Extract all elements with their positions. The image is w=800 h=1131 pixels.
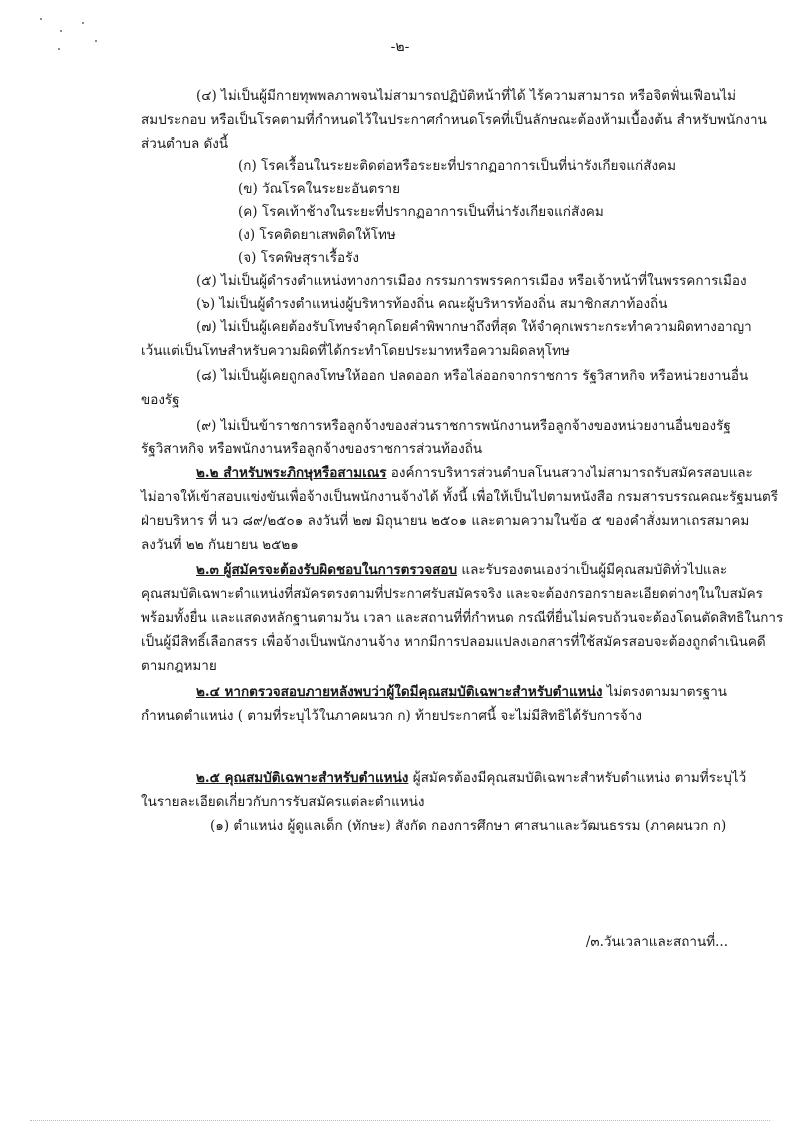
section-2-2-line-2: ไม่อาจให้เข้าสอบแข่งขันเพื่อจ้างเป็นพนักงานจ้างได้ ทั้งนี้ เพื่อให้เป็นไปตามหนังสือ กรมสารบรรณคณะรัฐมนตรี — [141, 489, 778, 505]
section-2-2-line-3: ฝ่ายบริหาร ที่ นว ๘๙/๒๕๐๑ ลงวันที่ ๒๗ มิถุนายน ๒๕๐๑ และตามความในข้อ ๕ ของคำสั่งมหาเถรสมาคม — [141, 513, 750, 529]
item-8-line-1: (๘) ไม่เป็นผู้เคยถูกลงโทษให้ออก ปลดออก หรือไล่ออกจากราชการ รัฐวิสาหกิจ หรือหน่วยงานอื่น — [196, 368, 749, 384]
disease-ngo: (ง) โรคติดยาเสพติดให้โทษ — [238, 227, 396, 243]
item-4-line-1: (๔) ไม่เป็นผู้มีกายทุพพลภาพจนไม่สามารถปฏิบัติหน้าที่ได้ ไร้ความสามารถ หรือจิตฟั่นเฟือนไม่ — [196, 88, 737, 104]
section-2-5-position-1: (๑) ตำแหน่ง ผู้ดูแลเด็ก (ทักษะ) สังกัด กองการศึกษา ศาสนาและวัฒนธรรม (ภาคผนวก ก) — [210, 818, 727, 834]
section-2-3-line-1 — [196, 560, 727, 580]
item-9-line-1: (๙) ไม่เป็นข้าราชการหรือลูกจ้างของส่วนราชการพนักงานหรือลูกจ้างของหน่วยงานอื่นของรัฐ — [196, 418, 731, 434]
section-2-4-line-1 — [196, 682, 727, 702]
section-2-5-heading: ๒.๕ คุณสมบัติเฉพาะสำหรับตำแหน่ง — [196, 770, 409, 786]
item-7-line-1: (๗) ไม่เป็นผู้เคยต้องรับโทษจำคุกโดยคำพิพากษาถึงที่สุด ให้จำคุกเพราะกระทำความผิดทางอาญา — [196, 319, 752, 335]
section-2-3-heading: ๒.๓ ผู้สมัครจะต้องรับผิดชอบในการตรวจสอบ — [196, 562, 458, 578]
section-2-5-line-1 — [196, 768, 746, 788]
scan-edge-line — [30, 1120, 770, 1121]
item-8-line-2: ของรัฐ — [141, 392, 180, 408]
section-2-5-line-2: ในรายละเอียดเกี่ยวกับการรับสมัครแต่ละตำแหน่ง — [141, 794, 425, 810]
section-2-2-line-4: ลงวันที่ ๒๒ กันยายน ๒๕๒๑ — [141, 537, 299, 553]
section-2-5-line-1-text: ผู้สมัครต้องมีคุณสมบัติเฉพาะสำหรับตำแหน่ง ตามที่ระบุไว้ — [408, 770, 747, 786]
disease-kho: (ข) วัณโรคในระยะอันตราย — [238, 181, 401, 197]
section-2-3-line-1-text: และรับรองตนเองว่าเป็นผู้มีคุณสมบัติทั่วไปและ — [457, 562, 728, 578]
item-4-line-2: สมประกอบ หรือเป็นโรคตามที่กำหนดไว้ในประกาศกำหนดโรคที่เป็นลักษณะต้องห้ามเบื้องต้น สำหรับพนักงาน — [141, 112, 767, 128]
item-5: (๕) ไม่เป็นผู้ดำรงตำแหน่งทางการเมือง กรรมการพรรคการเมือง หรือเจ้าหน้าที่ในพรรคการเมือง — [196, 273, 747, 289]
section-2-3-line-4: เป็นผู้มีสิทธิ์เลือกสรร เพื่อจ้างเป็นพนักงานจ้าง หากมีการปลอมแปลงเอกสารที่ใช้สมัครสอบจะต้องถูกดำเนินคดี — [141, 634, 766, 650]
item-9-line-2: รัฐวิสาหกิจ หรือพนักงานหรือลูกจ้างของราชการส่วนท้องถิ่น — [141, 441, 483, 457]
section-2-4-heading: ๒.๔ หากตรวจสอบภายหลังพบว่าผู้ใดมีคุณสมบัติเฉพาะสำหรับตำแหน่ง — [196, 684, 603, 700]
scan-speck — [40, 18, 42, 20]
disease-kho-khwai: (ค) โรคเท้าช้างในระยะที่ปรากฏอาการเป็นที่น่ารังเกียจแก่สังคม — [238, 204, 604, 220]
section-2-2-line-1-text: องค์การบริหารส่วนตำบลโนนสวางไม่สามารถรับสมัครสอบและ — [386, 465, 753, 481]
disease-ko: (ก) โรคเรื้อนในระยะติดต่อหรือระยะที่ปรากฏอาการเป็นที่น่ารังเกียจแก่สังคม — [238, 158, 676, 174]
section-2-2-line-1 — [196, 463, 753, 483]
section-2-3-line-3: พร้อมทั้งยื่น และแสดงหลักฐานตามวัน เวลา และสถานที่ที่กำหนด กรณีที่ยื่นไม่ครบถ้วนจะต้องโดนตัดสิทธิในการ — [141, 610, 784, 626]
item-6: (๖) ไม่เป็นผู้ดำรงตำแหน่งผู้บริหารท้องถิ่น คณะผู้บริหารท้องถิ่น สมาชิกสภาท้องถิ่น — [196, 296, 668, 312]
item-4-line-3: ส่วนตำบล ดังนี้ — [141, 136, 229, 152]
scan-speck — [82, 22, 84, 24]
section-2-4-line-1-text: ไม่ตรงตามมาตรฐาน — [602, 684, 728, 700]
section-2-2-heading: ๒.๒ สำหรับพระภิกษุหรือสามเณร — [196, 465, 387, 481]
section-2-3-line-5: ตามกฎหมาย — [141, 658, 217, 674]
page-number: -๒- — [390, 39, 410, 55]
continuation-note: /๓.วันเวลาและสถานที่... — [585, 934, 728, 950]
item-7-line-2: เว้นแต่เป็นโทษสำหรับความผิดที่ได้กระทำโดยประมาทหรือความผิดลหุโทษ — [141, 343, 570, 359]
disease-cho: (จ) โรคพิษสุราเรื้อรัง — [238, 250, 359, 266]
section-2-4-line-2: กำหนดตำแหน่ง ( ตามที่ระบุไว้ในภาคผนวก ก) ท้ายประกาศนี้ จะไม่มีสิทธิได้รับการจ้าง — [141, 708, 642, 724]
scan-speck — [60, 30, 62, 32]
section-2-3-line-2: คุณสมบัติเฉพาะตำแหน่งที่สมัครตรงตามที่ประกาศรับสมัครจริง และจะต้องกรอกรายละเอียดต่างๆในใบสมัคร — [141, 586, 763, 602]
